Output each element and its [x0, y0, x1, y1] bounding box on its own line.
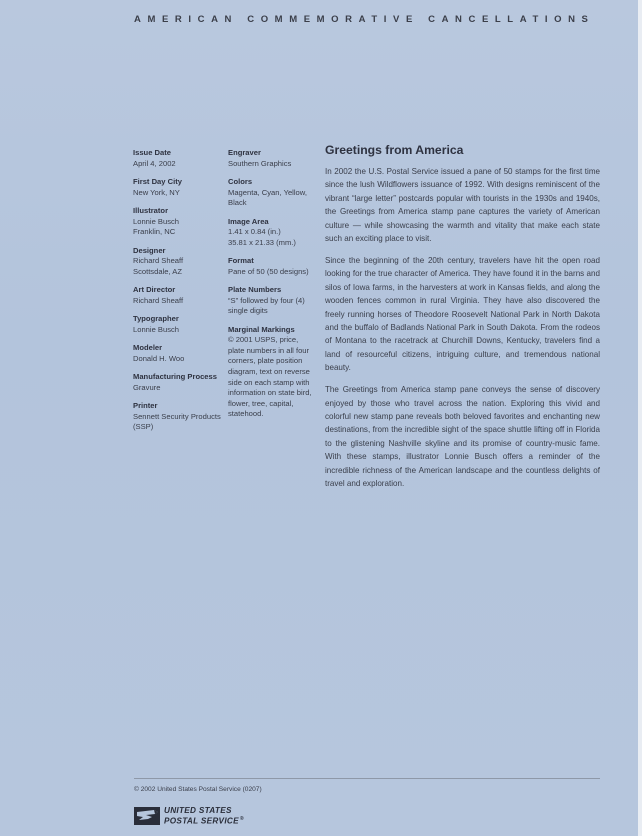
- detail-item: [133, 343, 221, 364]
- detail-label: Art Director: [133, 285, 176, 295]
- detail-item: [133, 177, 221, 198]
- detail-item: [133, 148, 221, 169]
- detail-value: Richard Sheaff: [133, 256, 184, 266]
- detail-label: Engraver: [228, 148, 261, 157]
- article-title: Greetings from America: [325, 143, 464, 157]
- page-header: AMERICAN COMMEMORATIVE CANCELLATIONS: [134, 14, 595, 25]
- detail-item: [228, 217, 316, 249]
- detail-label: Illustrator: [133, 205, 169, 215]
- detail-item: [133, 206, 221, 238]
- detail-item: [228, 285, 316, 317]
- detail-item: [228, 325, 316, 420]
- detail-label: First Day City: [133, 176, 182, 186]
- detail-item: [133, 314, 221, 335]
- detail-value: Scottsdale, AZ: [133, 266, 182, 276]
- detail-value: New York, NY: [133, 187, 180, 197]
- detail-item: [133, 401, 221, 433]
- details-column-1: [133, 148, 221, 441]
- detail-label: Typographer: [133, 314, 179, 324]
- detail-item: [228, 256, 316, 277]
- detail-label: Marginal Markings: [228, 324, 295, 334]
- usps-logo: [134, 806, 244, 826]
- detail-value: 1.41 x 0.84 (in.): [228, 227, 281, 237]
- detail-label: Format: [228, 256, 254, 266]
- detail-value: Sennett Security Products (SSP): [133, 411, 221, 432]
- detail-value: Magenta, Cyan, Yellow, Black: [228, 187, 307, 208]
- detail-value: Lonnie Busch: [133, 324, 180, 334]
- detail-item: [133, 285, 221, 306]
- footer-divider: [134, 778, 600, 779]
- detail-label: Modeler: [133, 343, 163, 353]
- detail-value: Pane of 50 (50 designs): [228, 266, 309, 276]
- detail-value: Donald H. Woo: [133, 353, 185, 363]
- detail-item: [133, 372, 221, 393]
- detail-item: [228, 177, 316, 209]
- detail-label: Colors: [228, 176, 253, 186]
- logo-line-1: UNITED STATES: [164, 806, 232, 815]
- eagle-icon: [134, 807, 160, 825]
- article-paragraph: The Greetings from America stamp pane conveys the sense of discovery enjoyed by those who travel across the nation. Exploring this vivid and colorful new stamp pane reveals both beloved favorites and enchanting new destinations, from the incredible sight of the space shuttle lifting off in Florida to the glistening Nashville skyline and its promise of country-music fame. With these stamps, illustrator Lonnie Busch offers a reminder of the incredible richness of the American landscape and the countless delights of travel and exploration.: [325, 385, 600, 488]
- detail-label: Image Area: [228, 216, 269, 226]
- copyright-text: © 2002 United States Postal Service (0207): [134, 786, 262, 793]
- logo-line-2: POSTAL SERVICE ®: [164, 815, 244, 826]
- detail-label: Plate Numbers: [228, 285, 282, 295]
- detail-value: 35.81 x 21.33 (mm.): [228, 237, 296, 247]
- detail-label: Designer: [133, 245, 166, 255]
- article: [325, 143, 600, 499]
- detail-value: Franklin, NC: [133, 227, 176, 237]
- detail-item: [228, 148, 316, 169]
- detail-item: [133, 246, 221, 278]
- detail-value: Southern Graphics: [228, 158, 292, 168]
- detail-value: Gravure: [133, 382, 161, 392]
- detail-label: Issue Date: [133, 148, 171, 157]
- article-paragraph: Since the beginning of the 20th century, travelers have hit the open road looking for the true character of America. They have found it in the barns and silos of Iowa farms, in the harvesters at work in Kansas fields, and along the wooden fences common in rural Virginia. They have also discovered the freely running horses of Theodore Roosevelt National Park in North Dakota and the buffalo of Badlands National Park in South Dakota. From the rodeos of Montana to the racetrack at Churchill Downs, Kentucky, travelers find a land of resourceful citizens, intriguing culture, and tremendous national beauty.: [325, 255, 600, 373]
- detail-value: “S” followed by four (4) single digits: [228, 295, 305, 316]
- detail-value: Richard Sheaff: [133, 295, 184, 305]
- page-edge: [638, 0, 642, 836]
- article-paragraph: In 2002 the U.S. Postal Service issued a pane of 50 stamps for the first time since the lush Wildflowers issuance of 1992. With designs reminiscent of the vibrant “large letter” postcards popular with tourists in the 1930s and 1940s, the Greetings from America stamp pane captures the variety of American culture — while showcasing the warmth and vitality that make each state such an exciting place to visit.: [325, 167, 600, 244]
- detail-label: Printer: [133, 401, 158, 411]
- details-column-2: [228, 148, 316, 428]
- detail-value: Lonnie Busch: [133, 216, 180, 226]
- detail-value: April 4, 2002: [133, 158, 176, 168]
- detail-value: © 2001 USPS, price, plate numbers in all four corners, plate position diagram, text on reverse side on each stamp with information on state bird, flower, tree, capital, statehood.: [228, 335, 312, 419]
- detail-label: Manufacturing Process: [133, 372, 217, 382]
